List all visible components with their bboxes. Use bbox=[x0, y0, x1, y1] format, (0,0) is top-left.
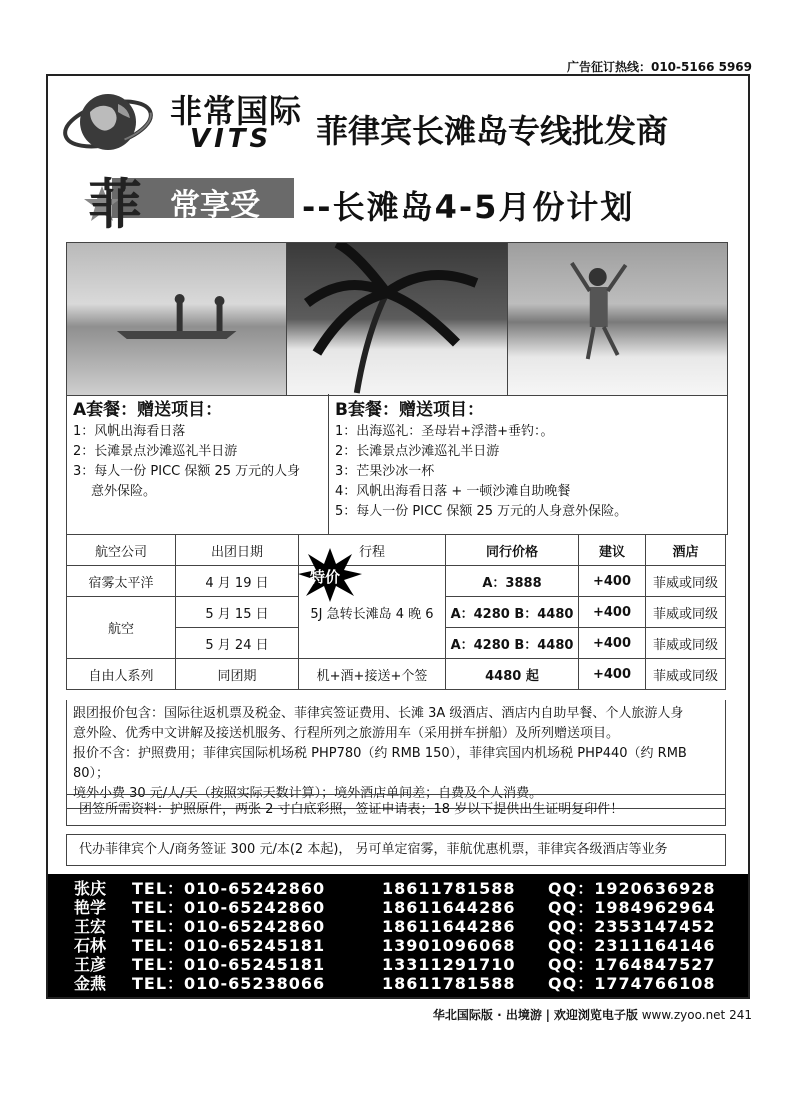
footer-section: 华北国际版 · 出境游 bbox=[432, 1008, 542, 1022]
contact-mobile: 13901096068 bbox=[382, 936, 516, 955]
contact-name: 金燕 bbox=[74, 974, 107, 993]
footer-slogan: 欢迎浏览电子版 bbox=[553, 1008, 638, 1022]
contact-qq: QQ：1920636928 bbox=[548, 879, 716, 898]
header-date: 出团日期 bbox=[176, 535, 299, 566]
contact-tel: TEL：010-65242860 bbox=[132, 879, 326, 898]
table-row bbox=[67, 659, 726, 690]
visa-service: 代办菲律宾个人/商务签证 300 元/本(2 本起)， 另可单定宿雾，菲航优惠机票，菲律宾各级酒店等业务 bbox=[66, 834, 726, 866]
header-suggest: 建议 bbox=[579, 535, 646, 566]
contact-qq: QQ：2311164146 bbox=[548, 936, 716, 955]
package-b bbox=[329, 394, 727, 534]
brand-chinese-name: 非常国际 bbox=[170, 92, 303, 130]
itinerary-cell: 5J 急转长滩岛 4 晚 6 bbox=[299, 566, 446, 659]
price-cell: A：4280 B：4480 bbox=[446, 628, 579, 659]
price-cell: A：4280 B：4480 bbox=[446, 597, 579, 628]
brand-english-name: VITS bbox=[190, 124, 273, 154]
promo-badge bbox=[82, 164, 294, 236]
photo-palm-beach bbox=[287, 243, 507, 395]
suggest-cell: +400 bbox=[579, 659, 646, 690]
airline-cell: 宿雾太平洋 bbox=[67, 566, 176, 597]
contact-tel: TEL：010-65238066 bbox=[132, 974, 326, 993]
contact-name: 王彦 bbox=[74, 955, 107, 974]
header-price: 同行价格 bbox=[446, 535, 579, 566]
price-cell: 4480 起 bbox=[446, 659, 579, 690]
plan-subtitle: --长滩岛4-5月份计划 bbox=[302, 188, 635, 226]
header-hotel: 酒店 bbox=[646, 535, 726, 566]
contact-tel: TEL：010-65245181 bbox=[132, 936, 326, 955]
package-b-item: 3：芒果沙冰一杯 bbox=[335, 464, 435, 479]
contact-name: 张庆 bbox=[74, 879, 107, 898]
contact-qq: QQ：1764847527 bbox=[548, 955, 716, 974]
notes-line: 报价不含：护照费用；菲律宾国际机场税 PHP780（约 RMB 150），菲律宾国内机场税 PHP440（约 RMB 80）； bbox=[73, 746, 687, 781]
contact-mobile: 18611781588 bbox=[382, 974, 516, 993]
package-a bbox=[67, 394, 329, 534]
contact-name: 艳学 bbox=[74, 898, 107, 917]
hotel-cell: 菲威或同级 bbox=[646, 659, 726, 690]
contact-tel: TEL：010-65242860 bbox=[132, 898, 326, 917]
hotel-cell: 菲威或同级 bbox=[646, 628, 726, 659]
page-number: 241 bbox=[729, 1008, 752, 1022]
contacts-block bbox=[48, 874, 748, 997]
table-row bbox=[67, 566, 726, 597]
ad-hotline: 广告征订热线：010-5166 5969 bbox=[566, 60, 752, 74]
price-cell: A：3888 bbox=[446, 566, 579, 597]
page-footer bbox=[433, 1006, 752, 1023]
header-itinerary: 行程 bbox=[299, 535, 446, 566]
footer-site-link[interactable]: www.zyoo.net bbox=[641, 1008, 726, 1022]
package-a-title: A套餐：赠送项目： bbox=[73, 400, 223, 420]
suggest-cell: +400 bbox=[579, 597, 646, 628]
suggest-cell: +400 bbox=[579, 566, 646, 597]
ad-frame bbox=[46, 74, 750, 999]
package-a-item: 1：风帆出海看日落 bbox=[73, 424, 186, 439]
contact-qq: QQ：1984962964 bbox=[548, 898, 716, 917]
contact-tel: TEL：010-65245181 bbox=[132, 955, 326, 974]
airline-cell: 航空 bbox=[67, 597, 176, 659]
suggest-cell: +400 bbox=[579, 628, 646, 659]
contact-mobile: 13311291710 bbox=[382, 955, 516, 974]
headline: 菲律宾长滩岛专线批发商 bbox=[316, 112, 669, 150]
date-cell: 4 月 19 日 bbox=[176, 566, 299, 597]
special-price-label: 特价 bbox=[310, 568, 341, 586]
package-a-item: 2：长滩景点沙滩巡礼半日游 bbox=[73, 444, 238, 459]
photo-jumping-woman bbox=[508, 243, 727, 395]
photo-strip bbox=[66, 242, 728, 396]
airline-cell: 自由人系列 bbox=[67, 659, 176, 690]
badge-character: 菲 bbox=[88, 172, 142, 236]
hotel-cell: 菲威或同级 bbox=[646, 566, 726, 597]
footer-separator: | bbox=[545, 1008, 551, 1022]
package-b-item: 1：出海巡礼：圣母岩+浮潜+垂钓：。 bbox=[335, 424, 554, 439]
contact-qq: QQ：2353147452 bbox=[548, 917, 716, 936]
notes-line: 境外小费 30 元/人/天（按照实际天数计算）；境外酒店单间差；自费及个人消费。 bbox=[73, 786, 543, 801]
header-airline: 航空公司 bbox=[67, 535, 176, 566]
contact-name: 石林 bbox=[74, 936, 107, 955]
contact-mobile: 18611644286 bbox=[382, 917, 516, 936]
contact-name: 王宏 bbox=[74, 917, 107, 936]
globe-logo-icon bbox=[60, 82, 156, 162]
table-header-row bbox=[67, 535, 726, 566]
hotel-cell: 菲威或同级 bbox=[646, 597, 726, 628]
package-b-item: 4：风帆出海看日落 + 一顿沙滩自助晚餐 bbox=[335, 484, 571, 499]
price-notes bbox=[66, 700, 726, 809]
contact-qq: QQ：1774766108 bbox=[548, 974, 716, 993]
date-cell: 5 月 24 日 bbox=[176, 628, 299, 659]
package-a-item: 3：每人一份 PICC 保额 25 万元的人身 bbox=[73, 464, 301, 479]
date-cell: 5 月 15 日 bbox=[176, 597, 299, 628]
contact-mobile: 18611781588 bbox=[382, 879, 516, 898]
notes-line: 意外险、优秀中文讲解及接送机服务、行程所列之旅游用车（采用拼车拼船）及所列赠送项目。 bbox=[73, 726, 620, 741]
photo-boat-on-sea bbox=[67, 243, 287, 395]
package-a-item: 意外保险。 bbox=[91, 484, 157, 499]
visa-documents: 团签所需资料：护照原件，两张 2 寸白底彩照，签证申请表；18 岁以下提供出生证明复印件！ bbox=[66, 794, 726, 826]
contact-mobile: 18611644286 bbox=[382, 898, 516, 917]
itinerary-cell: 机+酒+接送+个签 bbox=[299, 659, 446, 690]
contact-tel: TEL：010-65242860 bbox=[132, 917, 326, 936]
package-b-title: B套餐：赠送项目： bbox=[335, 400, 484, 420]
schedule-table bbox=[66, 534, 726, 690]
badge-text: 常享受 bbox=[170, 188, 260, 223]
package-b-item: 5：每人一份 PICC 保额 25 万元的人身意外保险。 bbox=[335, 504, 628, 519]
packages-section bbox=[66, 394, 728, 535]
package-b-item: 2：长滩景点沙滩巡礼半日游 bbox=[335, 444, 500, 459]
date-cell: 同团期 bbox=[176, 659, 299, 690]
notes-line: 跟团报价包含：国际往返机票及税金、菲律宾签证费用、长滩 3A 级酒店、酒店内自助早餐、个人旅游人身 bbox=[73, 706, 684, 721]
